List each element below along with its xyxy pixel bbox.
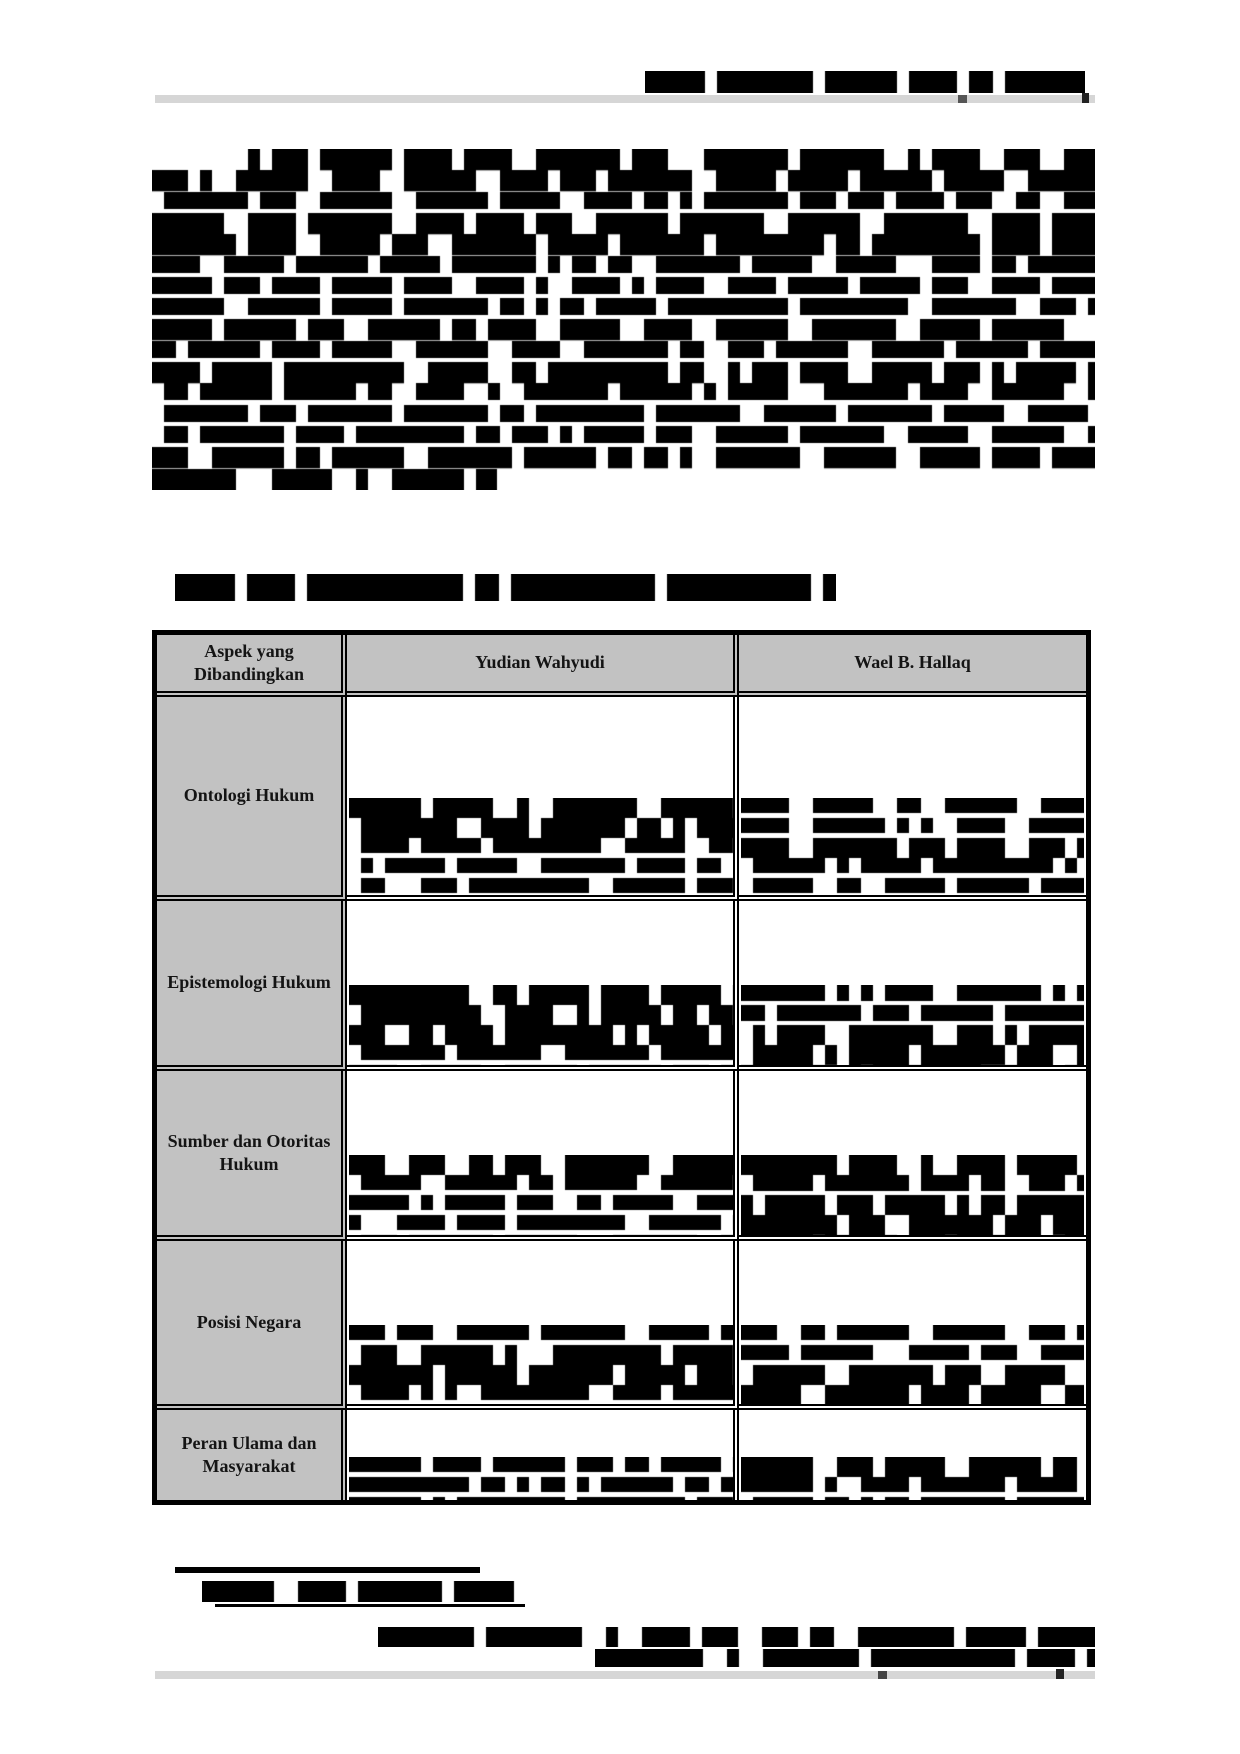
column-header-yudian-wahyudi: Yudian Wahyudi xyxy=(347,635,739,697)
header-rule-corner-mark xyxy=(1082,93,1089,103)
closing-citation-line-2 xyxy=(595,1649,1095,1667)
footnote-redacted xyxy=(202,1581,528,1602)
row-label-epistemologi-hukum: Epistemologi Hukum xyxy=(157,901,347,1071)
body-paragraph-redacted xyxy=(152,149,1095,490)
table-header-row xyxy=(157,635,1086,697)
column-header-aspek: Aspek yang Dibandingkan xyxy=(157,635,347,697)
closing-citation-line-1 xyxy=(378,1627,1095,1647)
column-header-wael-b-hallaq: Wael B. Hallaq xyxy=(739,635,1086,697)
table-cell-redacted xyxy=(347,697,739,901)
table-caption-redacted xyxy=(175,574,836,601)
table-cell-redacted xyxy=(739,1241,1086,1410)
footnote-separator xyxy=(175,1567,480,1573)
table-cell-redacted xyxy=(739,697,1086,901)
footer-rule xyxy=(155,1671,1095,1679)
comparison-table xyxy=(152,630,1091,1505)
running-header-redacted xyxy=(645,71,1085,93)
table-cell-redacted xyxy=(739,1410,1086,1500)
table-cell-redacted xyxy=(347,1071,739,1241)
row-label-sumber-otoritas-hukum: Sumber dan Otoritas Hukum xyxy=(157,1071,347,1241)
row-label-peran-ulama-masyarakat: Peran Ulama dan Masyarakat xyxy=(157,1410,347,1500)
table-row xyxy=(157,1071,1086,1241)
table-row xyxy=(157,1410,1086,1500)
header-rule-descender-mark xyxy=(958,95,967,103)
table-cell-redacted xyxy=(347,1241,739,1410)
footer-rule-descender-mark xyxy=(878,1671,887,1679)
table-cell-redacted xyxy=(739,1071,1086,1241)
table-row xyxy=(157,1241,1086,1410)
table-row xyxy=(157,697,1086,901)
table-row xyxy=(157,901,1086,1071)
row-label-posisi-negara: Posisi Negara xyxy=(157,1241,347,1410)
header-rule xyxy=(155,95,1095,103)
table-cell-redacted xyxy=(347,901,739,1071)
table-cell-redacted xyxy=(739,901,1086,1071)
row-label-ontologi-hukum: Ontologi Hukum xyxy=(157,697,347,901)
table-cell-redacted xyxy=(347,1410,739,1500)
footnote-underline xyxy=(215,1604,525,1607)
footer-rule-descender-mark-2 xyxy=(1056,1669,1064,1679)
